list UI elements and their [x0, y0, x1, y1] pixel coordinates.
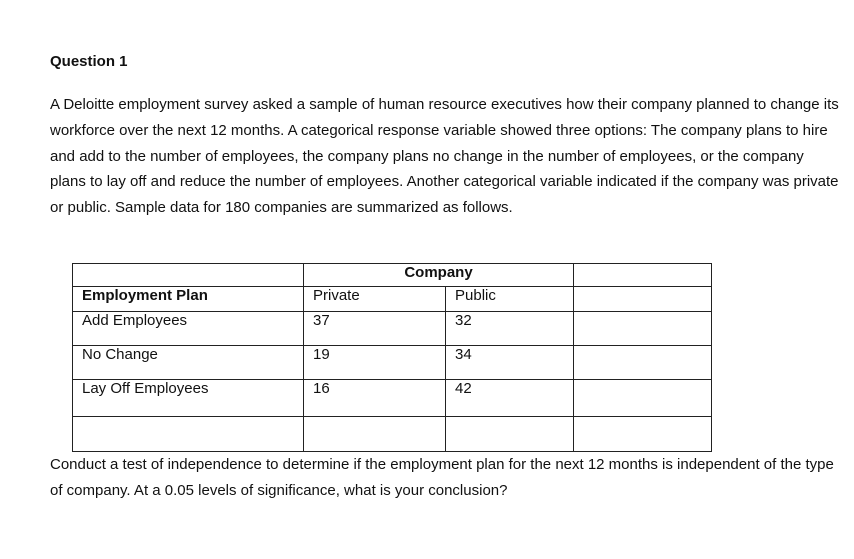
table-subheader-row: [73, 287, 712, 312]
public-value: 32: [446, 312, 574, 346]
table-cell-empty: [574, 287, 712, 312]
table-cell-empty: [304, 417, 446, 452]
table-row: [73, 380, 712, 417]
question-paragraph: A Deloitte employment survey asked a sample of human resource executives how their company planned to change its workforce over the next 12 months. A categorical response variable showed three options: The company plans to hire and add to the number of employees, the company plans no change in the number of employees, or the company plans to lay off and reduce the number of employees. Another categorical variable indicated if the company was private or public. Sample data for 180 companies are summarized as follows.: [50, 96, 839, 217]
table-cell-empty: [574, 380, 712, 417]
private-value: 16: [304, 380, 446, 417]
table-cell-empty: [574, 264, 712, 287]
question-prompt: Conduct a test of independence to determine if the employment plan for the next 12 months is independent of the type of company. At a 0.05 levels of significance, what is your conclusion?: [50, 456, 834, 499]
table-cell-empty: [574, 346, 712, 380]
table-row: [73, 312, 712, 346]
table-row: [73, 346, 712, 380]
private-value: 37: [304, 312, 446, 346]
table-row-empty: [73, 417, 712, 452]
private-value: 19: [304, 346, 446, 380]
question-title: Question 1: [50, 53, 128, 70]
public-value: 42: [446, 380, 574, 417]
private-column-header: Private: [304, 287, 446, 312]
table-cell-empty: [73, 417, 304, 452]
row-label: Lay Off Employees: [73, 380, 304, 417]
public-column-header: Public: [446, 287, 574, 312]
table-header-row: [73, 264, 712, 287]
row-label: No Change: [73, 346, 304, 380]
table-cell-empty: [574, 312, 712, 346]
contingency-table: [72, 263, 712, 452]
row-label: Add Employees: [73, 312, 304, 346]
company-group-header: Company: [304, 264, 574, 287]
employment-plan-header: Employment Plan: [73, 287, 304, 312]
table-cell-empty: [446, 417, 574, 452]
table-cell-empty: [73, 264, 304, 287]
table-cell-empty: [574, 417, 712, 452]
public-value: 34: [446, 346, 574, 380]
